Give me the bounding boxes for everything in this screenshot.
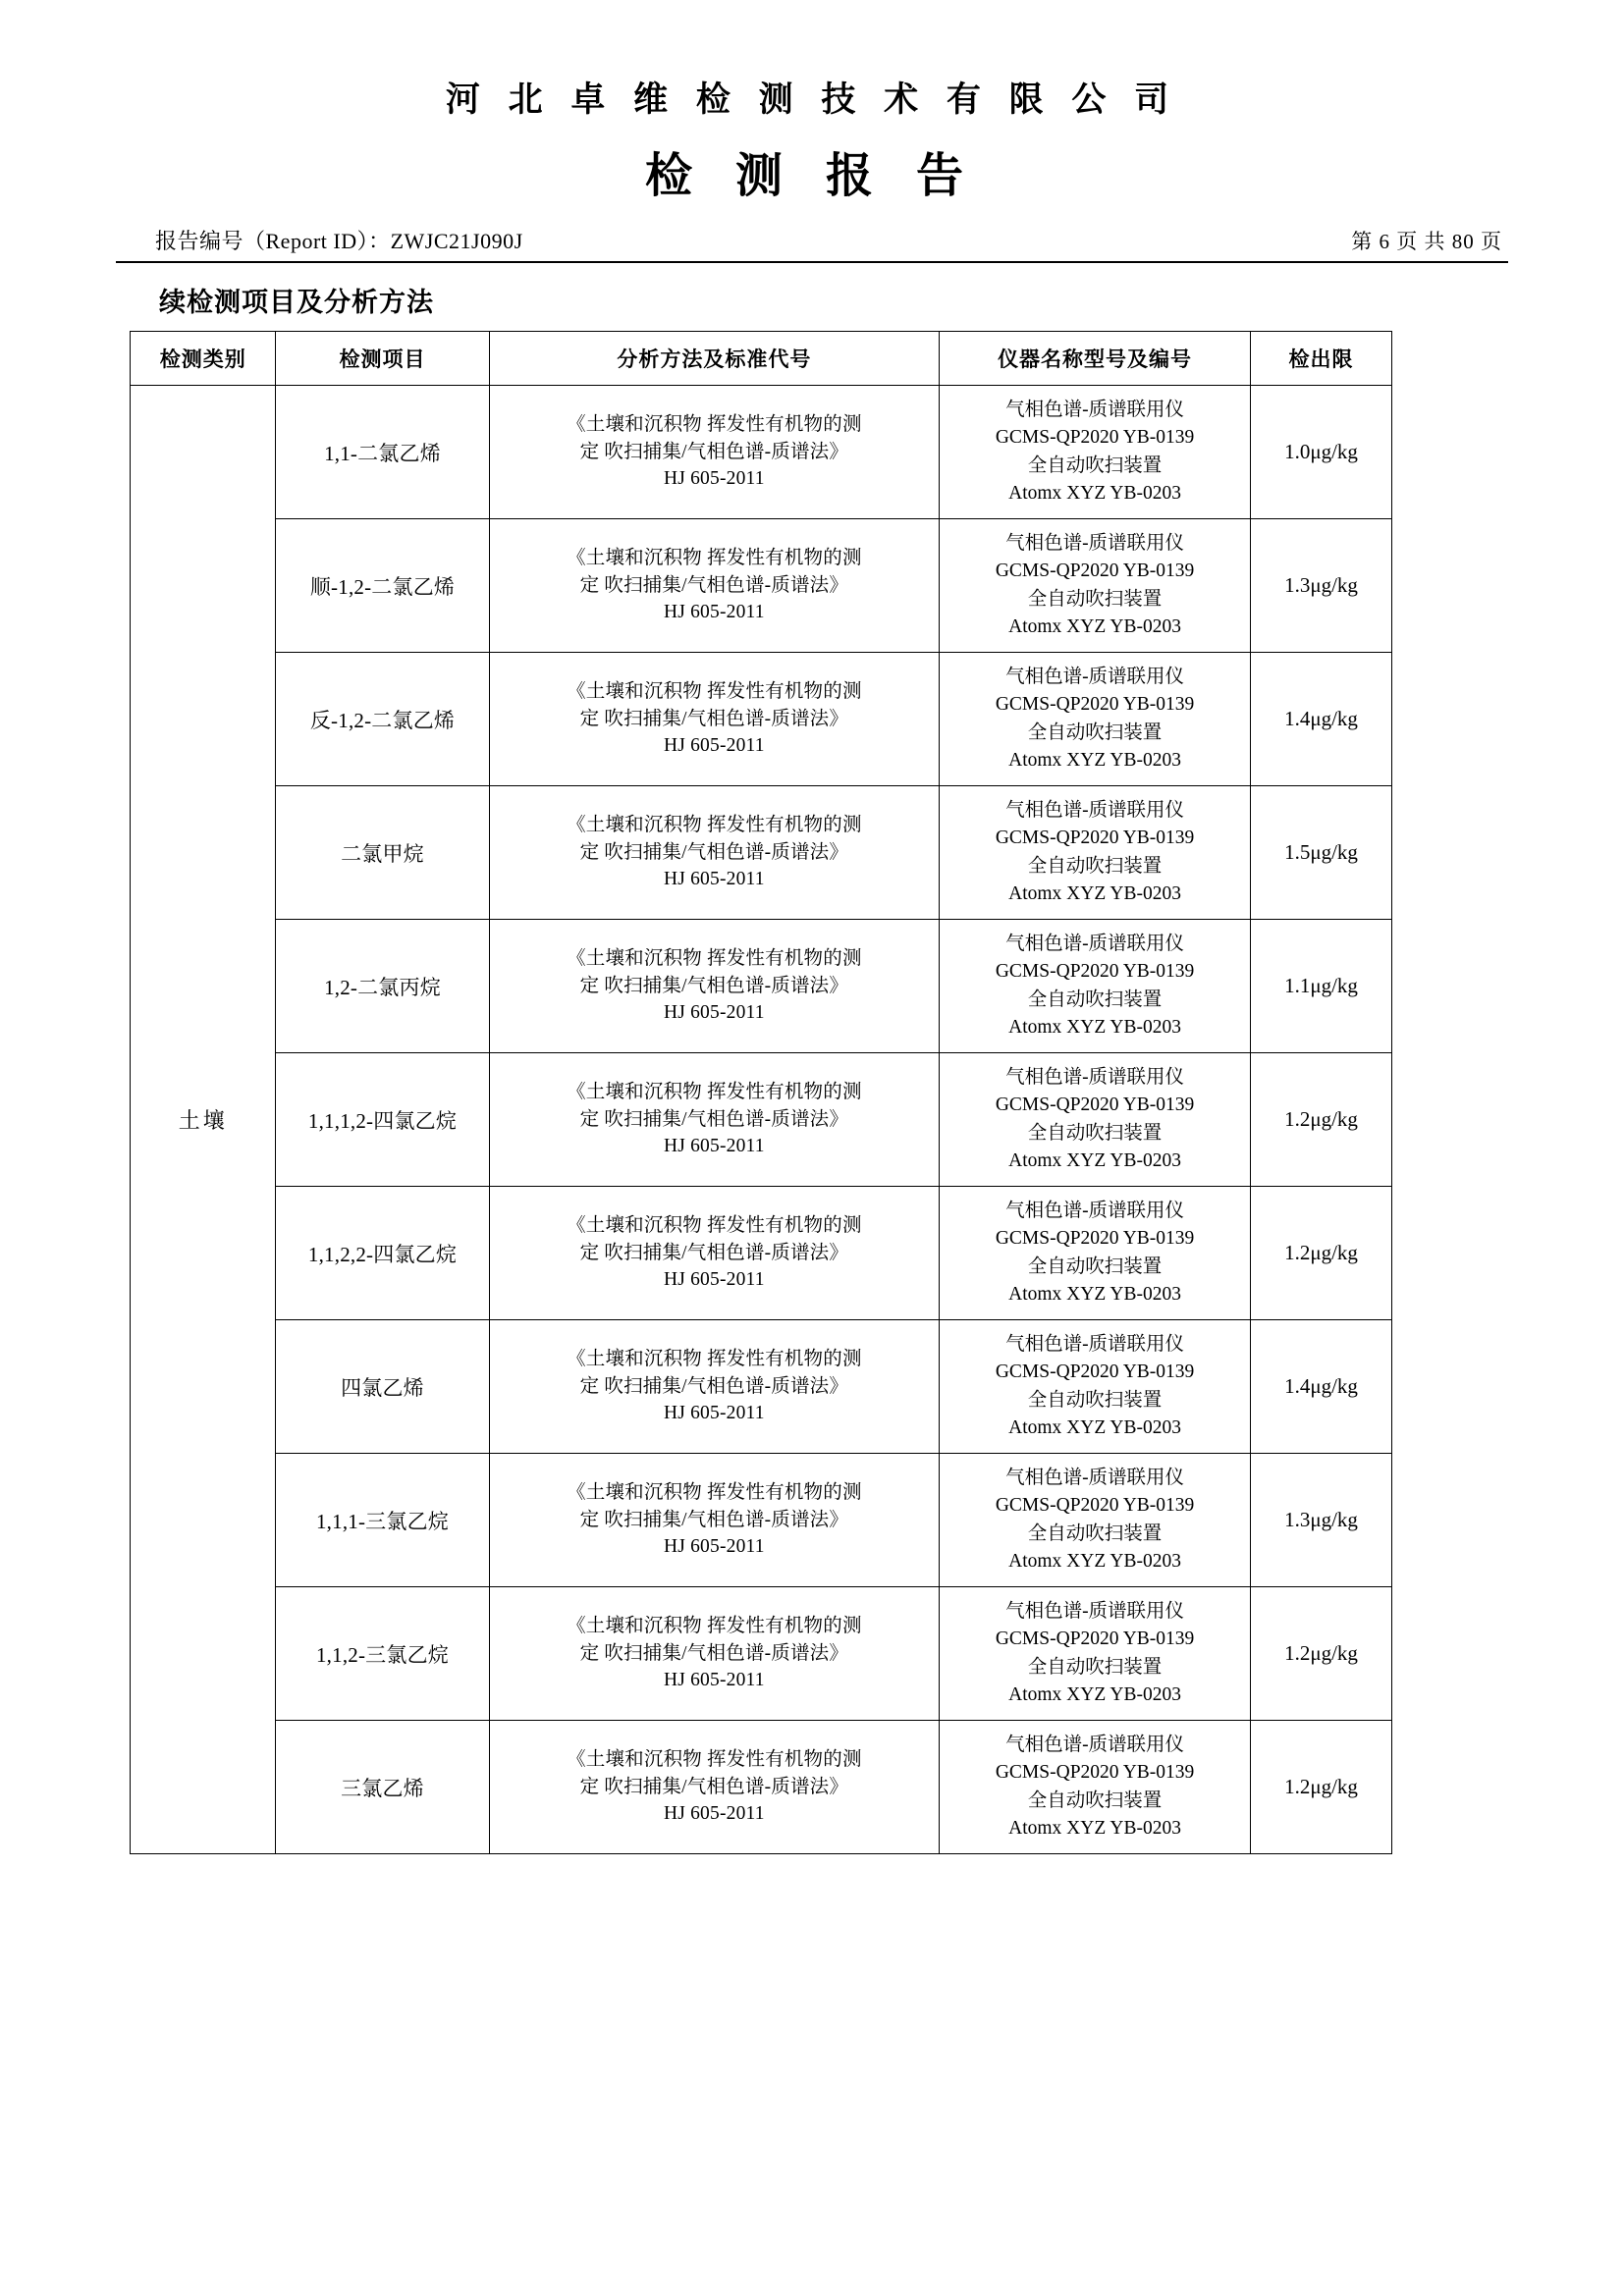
method-line-2: 定 吹扫捕集/气相色谱-质谱法》 [579,975,849,996]
cell-item: 三氯乙烯 [276,1721,489,1854]
method-line-1: 《土壤和沉积物 挥发性有机物的测 [567,947,862,969]
method-line-3: HJ 605-2011 [663,1002,765,1024]
cell-method [489,1721,940,1854]
cell-detection-limit: 1.4μg/kg [1250,653,1391,786]
instrument-line-3: 全自动吹扫装置 [1027,454,1163,476]
instrument-line-4: Atomx XYZ YB-0203 [1008,1817,1181,1839]
table-row [131,786,1392,920]
cell-instrument [940,1454,1251,1587]
instrument-line-2: GCMS-QP2020 YB-0139 [995,1629,1195,1650]
instrument-line-1: 气相色谱-质谱联用仪 [1005,1734,1185,1755]
cell-instrument [940,786,1251,920]
instrument-line-2: GCMS-QP2020 YB-0139 [995,961,1195,983]
instrument-line-3: 全自动吹扫装置 [1027,588,1163,610]
method-line-3: HJ 605-2011 [663,1803,765,1825]
cell-instrument [940,386,1251,519]
instrument-line-4: Atomx XYZ YB-0203 [1008,1550,1181,1572]
page-number: 第 6 页 共 80 页 [1351,230,1502,253]
instrument-line-2: GCMS-QP2020 YB-0139 [995,694,1195,716]
table-row [131,920,1392,1053]
table-body [131,386,1392,1854]
instrument-line-3: 全自动吹扫装置 [1027,1522,1163,1544]
table-row [131,1320,1392,1454]
instrument-line-1: 气相色谱-质谱联用仪 [1005,933,1185,954]
method-line-3: HJ 605-2011 [663,1269,765,1291]
method-line-1: 《土壤和沉积物 挥发性有机物的测 [567,1615,862,1636]
cell-instrument [940,1721,1251,1854]
cell-instrument [940,519,1251,653]
method-line-1: 《土壤和沉积物 挥发性有机物的测 [567,413,862,435]
cell-category: 土壤 [131,386,276,1854]
table-row [131,1454,1392,1587]
instrument-line-1: 气相色谱-质谱联用仪 [1005,399,1185,420]
table-row [131,386,1392,519]
cell-method [489,920,940,1053]
instrument-line-3: 全自动吹扫装置 [1027,1389,1163,1411]
cell-method [489,1454,940,1587]
instrument-line-1: 气相色谱-质谱联用仪 [1005,532,1185,554]
instrument-line-3: 全自动吹扫装置 [1027,721,1163,743]
method-line-2: 定 吹扫捕集/气相色谱-质谱法》 [579,1108,849,1130]
cell-detection-limit: 1.0μg/kg [1250,386,1391,519]
method-line-2: 定 吹扫捕集/气相色谱-质谱法》 [579,574,849,596]
instrument-line-2: GCMS-QP2020 YB-0139 [995,427,1195,449]
instrument-line-4: Atomx XYZ YB-0203 [1008,482,1181,504]
cell-item: 1,1,1,2-四氯乙烷 [276,1053,489,1187]
cell-method [489,1587,940,1721]
column-header-category: 检测类别 [131,332,276,386]
cell-item: 反-1,2-二氯乙烯 [276,653,489,786]
cell-instrument [940,1187,1251,1320]
instrument-line-2: GCMS-QP2020 YB-0139 [995,1095,1195,1116]
method-line-1: 《土壤和沉积物 挥发性有机物的测 [567,814,862,835]
instrument-line-4: Atomx XYZ YB-0203 [1008,1016,1181,1038]
method-line-3: HJ 605-2011 [663,1136,765,1157]
cell-instrument [940,1587,1251,1721]
instrument-line-2: GCMS-QP2020 YB-0139 [995,1762,1195,1784]
cell-detection-limit: 1.5μg/kg [1250,786,1391,920]
method-line-3: HJ 605-2011 [663,468,765,490]
instrument-line-1: 气相色谱-质谱联用仪 [1005,799,1185,821]
column-header-item: 检测项目 [276,332,489,386]
column-header-method: 分析方法及标准代号 [489,332,940,386]
method-line-2: 定 吹扫捕集/气相色谱-质谱法》 [579,1776,849,1797]
instrument-line-1: 气相色谱-质谱联用仪 [1005,1066,1185,1088]
cell-item: 1,1,2,2-四氯乙烷 [276,1187,489,1320]
instrument-line-3: 全自动吹扫装置 [1027,1122,1163,1144]
cell-item: 1,1,1-三氯乙烷 [276,1454,489,1587]
cell-detection-limit: 1.3μg/kg [1250,1454,1391,1587]
instrument-line-1: 气相色谱-质谱联用仪 [1005,1467,1185,1488]
instrument-line-4: Atomx XYZ YB-0203 [1008,749,1181,771]
table-row [131,1187,1392,1320]
cell-detection-limit: 1.2μg/kg [1250,1187,1391,1320]
method-line-3: HJ 605-2011 [663,735,765,757]
cell-item: 1,1-二氯乙烯 [276,386,489,519]
cell-item: 二氯甲烷 [276,786,489,920]
instrument-line-2: GCMS-QP2020 YB-0139 [995,828,1195,849]
instrument-line-4: Atomx XYZ YB-0203 [1008,1149,1181,1171]
cell-item: 1,1,2-三氯乙烷 [276,1587,489,1721]
cell-method [489,653,940,786]
method-line-2: 定 吹扫捕集/气相色谱-质谱法》 [579,1509,849,1530]
cell-detection-limit: 1.2μg/kg [1250,1053,1391,1187]
method-line-1: 《土壤和沉积物 挥发性有机物的测 [567,1748,862,1770]
method-line-2: 定 吹扫捕集/气相色谱-质谱法》 [579,1375,849,1397]
cell-detection-limit: 1.4μg/kg [1250,1320,1391,1454]
method-line-1: 《土壤和沉积物 挥发性有机物的测 [567,1348,862,1369]
instrument-line-1: 气相色谱-质谱联用仪 [1005,1600,1185,1622]
method-line-3: HJ 605-2011 [663,1536,765,1558]
instrument-line-4: Atomx XYZ YB-0203 [1008,1416,1181,1438]
cell-method [489,1053,940,1187]
table-row [131,1721,1392,1854]
table-row [131,1053,1392,1187]
method-line-2: 定 吹扫捕集/气相色谱-质谱法》 [579,841,849,863]
instrument-line-1: 气相色谱-质谱联用仪 [1005,1333,1185,1355]
instrument-line-3: 全自动吹扫装置 [1027,1656,1163,1678]
cell-detection-limit: 1.2μg/kg [1250,1721,1391,1854]
cell-method [489,386,940,519]
methods-table [130,331,1392,1854]
instrument-line-4: Atomx XYZ YB-0203 [1008,615,1181,637]
cell-instrument [940,1053,1251,1187]
instrument-line-4: Atomx XYZ YB-0203 [1008,1683,1181,1705]
method-line-1: 《土壤和沉积物 挥发性有机物的测 [567,547,862,568]
table-header-row [131,332,1392,386]
method-line-1: 《土壤和沉积物 挥发性有机物的测 [567,1481,862,1503]
report-id: 报告编号（Report ID）：ZWJC21J090J [155,229,523,253]
cell-instrument [940,653,1251,786]
table-row [131,1587,1392,1721]
instrument-line-2: GCMS-QP2020 YB-0139 [995,561,1195,582]
cell-detection-limit: 1.3μg/kg [1250,519,1391,653]
cell-item: 顺-1,2-二氯乙烯 [276,519,489,653]
instrument-line-4: Atomx XYZ YB-0203 [1008,882,1181,904]
cell-detection-limit: 1.1μg/kg [1250,920,1391,1053]
cell-instrument [940,920,1251,1053]
column-header-instrument: 仪器名称型号及编号 [940,332,1251,386]
report-id-row [116,219,1508,263]
method-line-1: 《土壤和沉积物 挥发性有机物的测 [567,680,862,702]
method-line-3: HJ 605-2011 [663,602,765,623]
instrument-line-3: 全自动吹扫装置 [1027,1789,1163,1811]
method-line-3: HJ 605-2011 [663,1670,765,1691]
cell-method [489,1187,940,1320]
cell-method [489,1320,940,1454]
instrument-line-2: GCMS-QP2020 YB-0139 [995,1362,1195,1383]
instrument-line-2: GCMS-QP2020 YB-0139 [995,1228,1195,1250]
cell-item: 四氯乙烯 [276,1320,489,1454]
method-line-2: 定 吹扫捕集/气相色谱-质谱法》 [579,441,849,462]
method-line-1: 《土壤和沉积物 挥发性有机物的测 [567,1214,862,1236]
instrument-line-1: 气相色谱-质谱联用仪 [1005,1200,1185,1221]
report-title: 检 测 报 告 [644,150,979,202]
cell-method [489,786,940,920]
column-header-limit: 检出限 [1250,332,1391,386]
company-name: 河 北 卓 维 检 测 技 术 有 限 公 司 [445,80,1179,119]
method-line-2: 定 吹扫捕集/气相色谱-质谱法》 [579,1642,849,1664]
instrument-line-3: 全自动吹扫装置 [1027,1255,1163,1277]
instrument-line-3: 全自动吹扫装置 [1027,855,1163,877]
method-line-1: 《土壤和沉积物 挥发性有机物的测 [567,1081,862,1102]
section-title: 续检测项目及分析方法 [159,288,434,317]
instrument-line-3: 全自动吹扫装置 [1027,988,1163,1010]
instrument-line-4: Atomx XYZ YB-0203 [1008,1283,1181,1305]
cell-instrument [940,1320,1251,1454]
cell-item: 1,2-二氯丙烷 [276,920,489,1053]
method-line-2: 定 吹扫捕集/气相色谱-质谱法》 [579,708,849,729]
method-line-3: HJ 605-2011 [663,1403,765,1424]
cell-detection-limit: 1.2μg/kg [1250,1587,1391,1721]
method-line-3: HJ 605-2011 [663,869,765,890]
table-row [131,519,1392,653]
instrument-line-2: GCMS-QP2020 YB-0139 [995,1495,1195,1517]
table-row [131,653,1392,786]
instrument-line-1: 气相色谱-质谱联用仪 [1005,666,1185,687]
method-line-2: 定 吹扫捕集/气相色谱-质谱法》 [579,1242,849,1263]
cell-method [489,519,940,653]
